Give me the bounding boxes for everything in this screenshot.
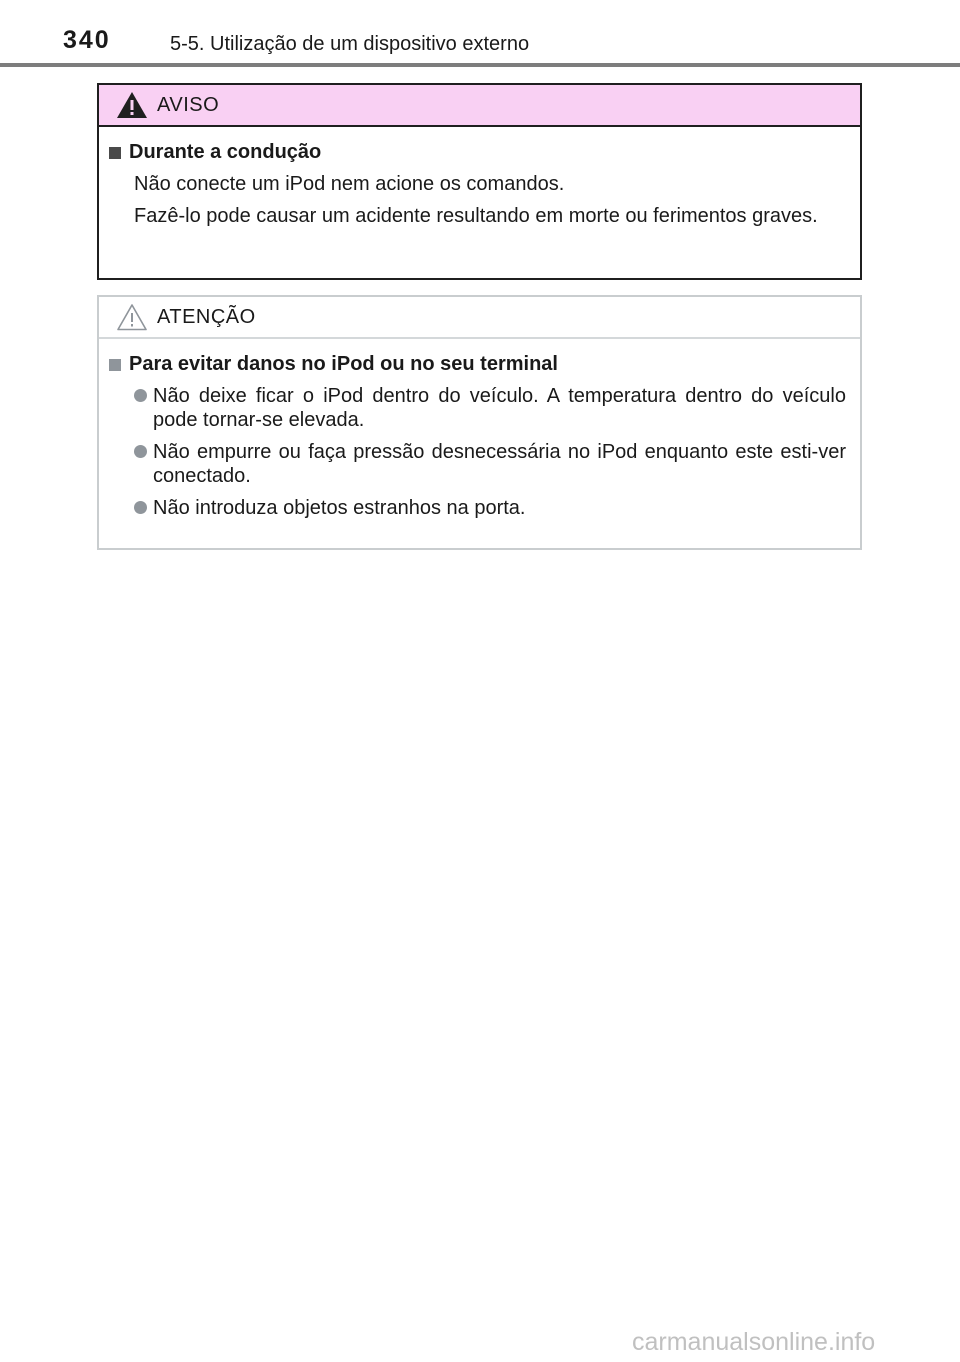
warning-paragraph: Fazê-lo pode causar um acidente resultando em morte ou ferimentos graves. [134, 205, 818, 227]
warning-header [99, 85, 860, 127]
warning-box [97, 83, 862, 280]
header-divider [0, 63, 960, 67]
list-item-text: Não deixe ficar o iPod dentro do veículo. A temperatura dentro do veículo pode tornar-se elevada. [153, 385, 846, 431]
caution-box [97, 295, 862, 550]
caution-body [99, 339, 860, 520]
list-item-text: Não empurre ou faça pressão desnecessária no iPod enquanto este esti-ver conectado. [153, 441, 846, 487]
warning-heading-text: Durante a condução [129, 141, 322, 163]
square-bullet-icon [109, 147, 121, 159]
caution-header [99, 297, 860, 339]
warning-heading [109, 141, 846, 164]
list-item [109, 440, 846, 488]
caution-label: ATENÇÃO [157, 306, 256, 328]
warning-paragraph: Não conecte um iPod nem acione os comandos. [134, 173, 565, 195]
caution-heading [109, 353, 846, 376]
page-header [0, 0, 960, 68]
square-bullet-icon [109, 359, 121, 371]
caution-triangle-outline-icon [116, 303, 148, 331]
round-bullet-icon [134, 389, 147, 402]
watermark: carmanualsonline.info [632, 1328, 876, 1356]
warning-body [99, 127, 860, 228]
round-bullet-icon [134, 501, 147, 514]
list-item-text: Não introduza objetos estranhos na porta. [153, 497, 526, 519]
page-number: 340 [63, 26, 111, 54]
section-title: 5-5. Utilização de um dispositivo externo [170, 33, 530, 55]
caution-heading-text: Para evitar danos no iPod ou no seu terminal [129, 353, 558, 375]
warning-label: AVISO [157, 94, 220, 116]
list-item [109, 384, 846, 432]
round-bullet-icon [134, 445, 147, 458]
list-item [109, 496, 846, 520]
warning-triangle-filled-icon [116, 91, 148, 119]
